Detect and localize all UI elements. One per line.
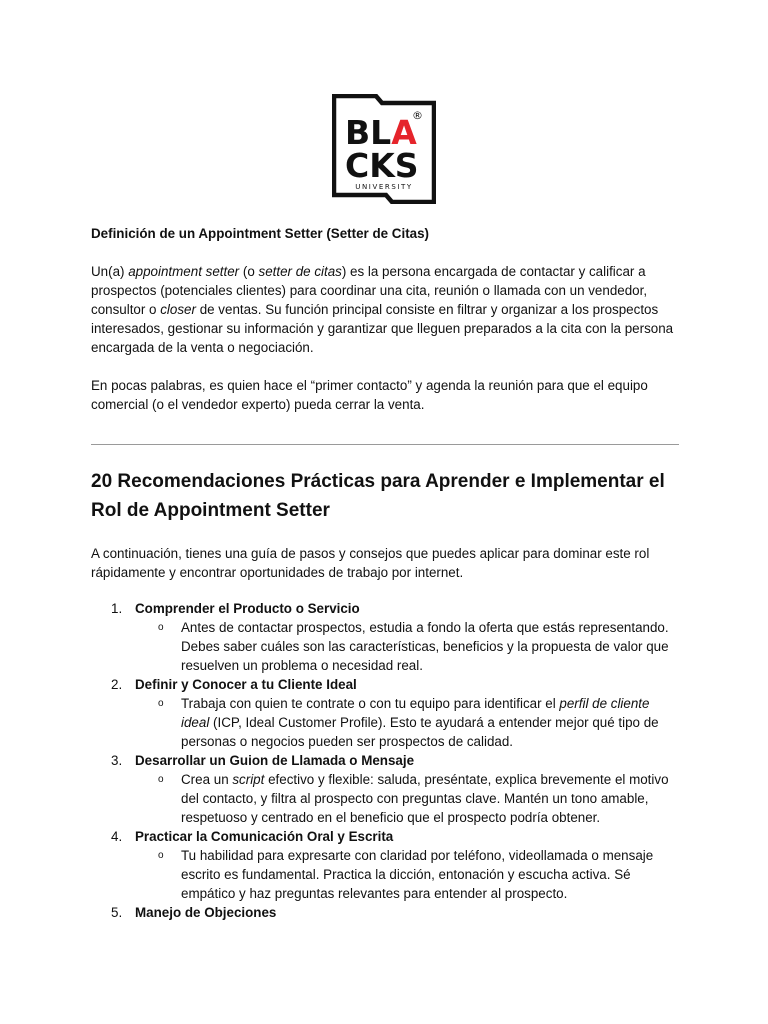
item-number: 3.	[111, 753, 123, 768]
hollow-bullet-icon: o	[158, 622, 164, 633]
hollow-bullet-icon: o	[158, 774, 164, 785]
hollow-bullet-icon: o	[158, 698, 164, 709]
item-title: Practicar la Comunicación Oral y Escrita	[135, 829, 394, 844]
list-item	[91, 827, 691, 903]
logo-registered-mark: ®	[412, 109, 423, 122]
item-title: Comprender el Producto o Servicio	[135, 601, 360, 616]
item-number: 4.	[111, 829, 123, 844]
logo-line1: BLA	[345, 113, 417, 152]
sub-item	[158, 770, 681, 827]
item-number: 1.	[111, 601, 123, 616]
sub-item-text: Tu habilidad para expresarte con claridad por teléfono, videollamada o mensaje escrito es fundamental. Practica la dicción, entonación y escucha activa. Sé empático y haz preguntas relevantes para entender al prospecto.	[181, 848, 654, 901]
list-item	[91, 675, 691, 751]
summary-paragraph: En pocas palabras, es quien hace el “primer contacto” y agenda la reunión para que el equipo comercial (o el vendedor experto) pueda cerrar la venta.	[91, 378, 648, 412]
logo-accent-letter: A	[391, 113, 417, 152]
list-item	[91, 903, 691, 922]
item-number: 2.	[111, 677, 123, 692]
sub-item-text: Antes de contactar prospectos, estudia a fondo la oferta que estás representando. Debes saber cuáles son las características, beneficios y la propuesta de valor que resuelven un problema o necesidad real.	[181, 620, 669, 673]
list-item	[91, 751, 691, 827]
sub-item	[158, 846, 681, 903]
blacks-university-logo	[332, 94, 436, 204]
item-title: Manejo de Objeciones	[135, 905, 277, 920]
section-heading: 20 Recomendaciones Prácticas para Aprender e Implementar el Rol de Appointment Setter	[91, 471, 665, 521]
logo-line2: CKS	[345, 146, 419, 185]
sub-item	[158, 618, 681, 675]
sub-item-text: Trabaja con quien te contrate o con tu equipo para identificar el perfil de cliente ideal (ICP, Ideal Customer Profile). Esto te ayudará a entender mejor qué tipo de personas o negocios pueden ser prospectos de calidad.	[181, 696, 659, 749]
logo-subtitle: UNIVERSITY	[355, 183, 413, 191]
definition-title: Definición de un Appointment Setter (Setter de Citas)	[91, 226, 430, 241]
recommendations-list	[91, 599, 691, 922]
item-number: 5.	[111, 905, 123, 920]
definition-paragraph: Un(a) appointment setter (o setter de citas) es la persona encargada de contactar y calificar a prospectos (potenciales clientes) para coordinar una cita, reunión o llamada con un vendedor, consultor o closer de ventas. Su función principal consiste en filtrar y organizar a los prospectos interesados, gestionar su información y garantizar que lleguen preparados a la cita con la persona encargada de la venta o negociación.	[91, 264, 674, 355]
sub-item	[158, 694, 681, 751]
item-title: Definir y Conocer a tu Cliente Ideal	[135, 677, 357, 692]
sub-item-text: Crea un script efectivo y flexible: saluda, preséntate, explica brevemente el motivo del contacto, y filtra al prospecto con preguntas clave. Mantén un tono amable, respetuoso y centrado en el beneficio que el prospecto podría obtener.	[181, 772, 669, 825]
horizontal-divider	[91, 444, 679, 445]
hollow-bullet-icon: o	[158, 850, 164, 861]
section-intro: A continuación, tienes una guía de pasos y consejos que puedes aplicar para dominar este rol rápidamente y encontrar oportunidades de trabajo por internet.	[91, 546, 650, 580]
list-item	[91, 599, 691, 675]
item-title: Desarrollar un Guion de Llamada o Mensaje	[135, 753, 415, 768]
